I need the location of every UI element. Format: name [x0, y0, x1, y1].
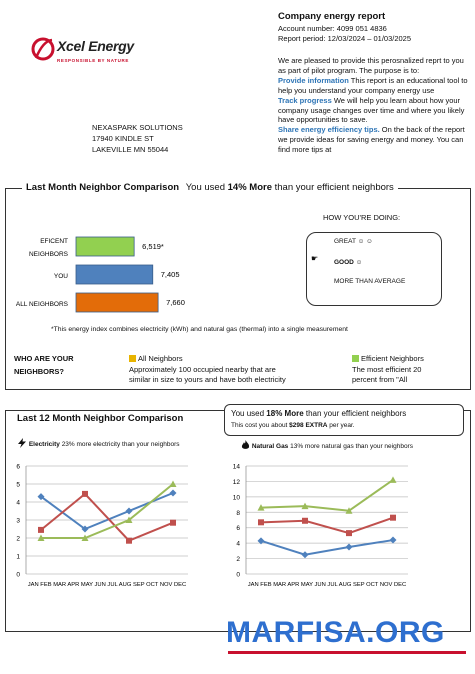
how-doing-title: HOW YOU'RE DOING: — [323, 213, 401, 222]
callout-pre: You used — [231, 409, 267, 418]
efficient-neighbors-desc-2: percent from "All — [352, 375, 408, 384]
elec-point-1-3 — [170, 520, 176, 526]
gas-ytick-6: 12 — [232, 478, 240, 486]
efficient-neighbors-legend — [352, 354, 424, 386]
cost-pre: This cost you about — [231, 422, 290, 429]
rating-good: GOOD ☺ — [334, 259, 363, 266]
last-month-summary-bold: 14% More — [227, 182, 272, 193]
flame-icon — [241, 440, 250, 450]
intro-item3-text: On the back of the report we provide ideas for saving energy and money. You can find more tips at — [278, 125, 465, 155]
all-neighbors-desc-2: similar in size to yours and have both electricity — [129, 375, 286, 384]
gas-point-0-1 — [302, 551, 309, 558]
callout-bold: 18% More — [266, 409, 304, 418]
last-month-summary-pre: You used — [185, 182, 228, 193]
bar-category-label-1-0: YOU — [53, 273, 68, 280]
pointer-icon: ☛ — [311, 254, 319, 263]
how-doing-box — [306, 232, 442, 306]
intro-item2-text: We will help you learn about how your company usage changes over time and where you likely have opportunities to save. — [278, 95, 465, 125]
gas-ytick-4: 8 — [236, 509, 240, 517]
gas-point-1-0 — [258, 519, 264, 525]
elec-series-line-0 — [41, 493, 173, 529]
electricity-text: 23% more electricity than your neighbors — [59, 441, 180, 448]
bar-value-label-1: 7,405 — [160, 270, 180, 279]
gas-ytick-1: 2 — [236, 556, 240, 564]
neighbor-bar-chart — [10, 228, 300, 318]
address-line-3: LAKEVILLE MN 55044 — [92, 145, 169, 154]
last-12-title: Last 12 Month Neighbor Comparison — [17, 413, 184, 424]
all-neighbors-legend — [129, 354, 286, 386]
account-number: Account number: 4099 051 4836 — [278, 24, 387, 33]
all-neighbors-desc-1: Approximately 100 occupied nearby that are — [129, 364, 276, 374]
elec-ytick-5: 5 — [16, 481, 20, 489]
watermark-underline — [228, 651, 466, 654]
gas-ytick-2: 4 — [236, 540, 240, 548]
gas-ytick-3: 6 — [236, 525, 240, 533]
intro-item3-head: Share energy efficiency tips. — [278, 125, 380, 135]
bar-2 — [76, 293, 158, 312]
who-neighbors-question — [14, 352, 74, 378]
who-q-line1: WHO ARE YOUR — [14, 354, 74, 363]
elec-ytick-0: 0 — [16, 571, 20, 579]
brand-name: Xcel Energy — [57, 38, 134, 54]
elec-point-0-2 — [126, 508, 133, 515]
gas-series-line-2 — [261, 480, 393, 511]
lightning-icon — [17, 438, 27, 448]
last-month-heading — [22, 182, 398, 193]
elec-point-1-0 — [38, 527, 44, 533]
rating-great: GREAT ☺ ☺ — [334, 238, 373, 245]
gas-point-2-3 — [390, 476, 397, 483]
bar-category-label-2-0: ALL NEIGHBORS — [15, 301, 68, 308]
gas-line-chart — [228, 458, 424, 594]
bar-value-label-0: 6,519* — [142, 242, 164, 251]
energy-index-footnote: *This energy index combines electricity (kWh) and natural gas (thermal) into a single measurement — [51, 326, 348, 333]
brand-tagline: RESPONSIBLE BY NATURE — [57, 58, 129, 63]
elec-ytick-1: 1 — [16, 553, 20, 561]
gas-ytick-0: 0 — [236, 571, 240, 579]
report-period: Report period: 12/03/2024 – 01/03/2025 — [278, 34, 412, 43]
gas-heading — [241, 440, 413, 450]
cost-callout — [224, 404, 464, 436]
electricity-label: Electricity — [28, 441, 60, 448]
gas-ytick-7: 14 — [232, 463, 240, 471]
gas-series-line-0 — [261, 540, 393, 555]
callout-post: than your efficient neighbors — [303, 409, 407, 418]
gas-ytick-5: 10 — [232, 494, 240, 502]
efficient-neighbors-desc-1: The most efficient 20 — [352, 364, 422, 374]
elec-ytick-2: 2 — [16, 535, 20, 543]
intro-item1-text: This report is an educational tool to help you understand your company energy use — [278, 75, 468, 95]
elec-point-1-2 — [126, 538, 132, 544]
intro-item1-head: Provide information — [278, 75, 349, 85]
bar-1 — [76, 265, 153, 284]
electricity-line-chart — [8, 458, 204, 594]
gas-point-1-1 — [302, 518, 308, 524]
intro-lead: We are pleased to provide this perosnalized reprt to you as part of pilot program. The purpose is to: — [278, 56, 464, 75]
gas-point-1-2 — [346, 530, 352, 536]
efficient-neighbors-label: Efficient Neighbors — [361, 354, 424, 363]
intro-item2-head: Track progress — [278, 95, 332, 105]
bar-category-label-0-1: NEIGHBORS — [28, 251, 68, 258]
all-neighbors-label: All Neighbors — [138, 354, 183, 363]
electricity-heading — [17, 438, 179, 448]
gas-point-0-2 — [346, 544, 353, 551]
cost-post: per year. — [327, 422, 355, 429]
elec-ytick-6: 6 — [16, 463, 20, 471]
gas-point-0-3 — [390, 537, 397, 544]
gas-text: 13% more natural gas than your neighbors — [288, 443, 413, 450]
report-title: Company energy report — [278, 11, 386, 22]
intro-text — [278, 56, 468, 155]
watermark-text: MARFISA.ORG — [226, 616, 445, 649]
address-line-1: NEXASPARK SOLUTIONS — [92, 123, 183, 132]
bar-value-label-2: 7,660 — [166, 298, 185, 307]
gas-label: Natural Gas — [251, 443, 289, 450]
gas-point-1-3 — [390, 515, 396, 521]
gas-xtick-labels: JAN FEB MAR APR MAY JUN JUL AUG SEP OCT NOV DEC — [247, 582, 407, 588]
who-q-line2: NEIGHBORS? — [14, 367, 65, 376]
last-month-summary-post: than your efficient neighbors — [271, 182, 394, 193]
elec-point-1-1 — [82, 491, 88, 497]
bar-0 — [76, 237, 134, 256]
elec-ytick-4: 4 — [16, 499, 20, 507]
all-neighbors-swatch — [129, 355, 136, 362]
elec-point-0-3 — [170, 490, 177, 497]
efficient-neighbors-swatch — [352, 355, 359, 362]
elec-xtick-labels: JAN FEB MAR APR MAY JUN JUL AUG SEP OCT NOV DEC — [27, 582, 187, 588]
elec-ytick-3: 3 — [16, 517, 20, 525]
address-line-2: 17940 KINDLE ST — [92, 134, 154, 143]
bar-category-label-0-0: EFICENT — [40, 238, 68, 245]
last-month-title: Last Month Neighbor Comparison — [26, 182, 180, 193]
cost-bold: $298 EXTRA — [289, 422, 328, 429]
gas-series-line-1 — [261, 518, 393, 533]
rating-more: MORE THAN AVERAGE — [334, 278, 406, 285]
